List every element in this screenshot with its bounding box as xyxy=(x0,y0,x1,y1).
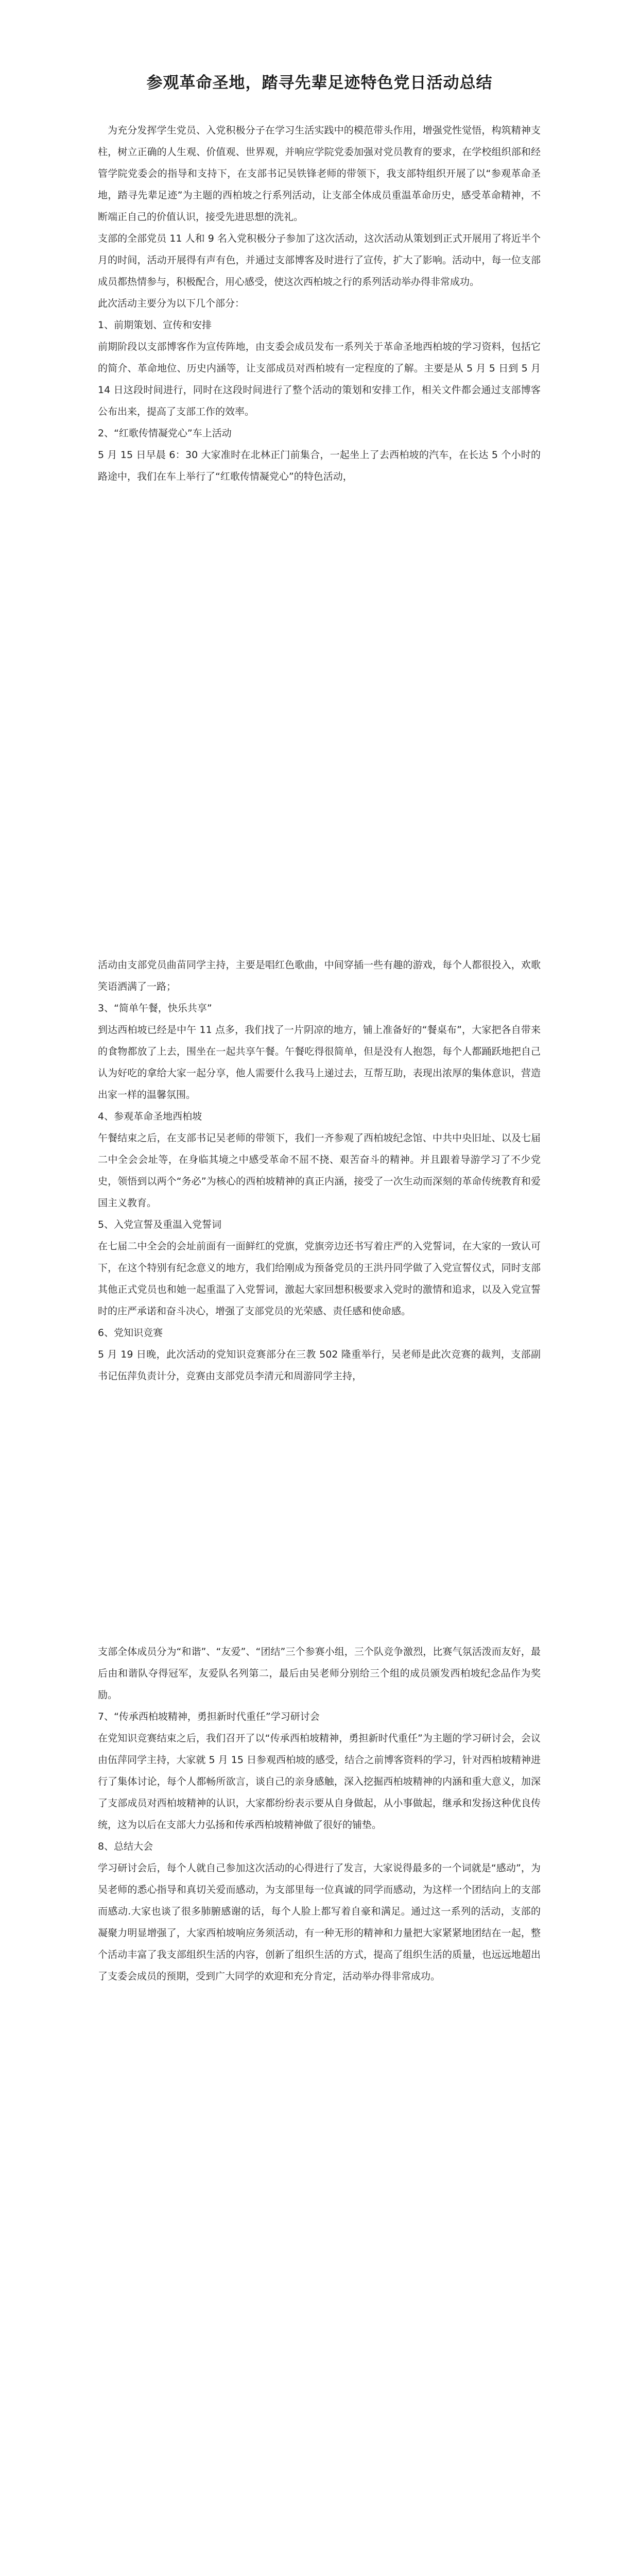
section-body-2b: 活动由支部党员曲苗同学主持，主要是唱红色歌曲，中间穿插一些有趣的游戏，每个人都很投入，欢歌笑语洒满了一路； xyxy=(98,959,541,992)
participation-paragraph: 支部的全部党员 11 人和 9 名入党积极分子参加了这次活动，这次活动从策划到正式开展用了将近半个月的时间，活动开展得有声有色，并通过支部博客及时进行了宣传，扩大了影响。活动中，每一位支部成员都热情参与，积极配合，用心感受，使这次西柏坡之行的系列活动举办得非常成功。 xyxy=(98,233,541,287)
text-block-1 xyxy=(98,120,541,487)
section-body-7: 在党知识竞赛结束之后，我们召开了以“传承西柏坡精神，勇担新时代重任”为主题的学习研讨会，会议由伍萍同学主持，大家就 5 月 15 日参观西柏坡的感受，结合之前博客资料的学习，针对西柏坡精神进行了集体讨论，每个人都畅所欲言，谈自己的亲身感触，深入挖掘西柏坡精神的内涵和重大意义，加深了支部成员对西柏坡精神的认识，大家都纷纷表示要从自身做起，从小事做起，继承和发扬这种优良传统，这为以后在支部大力弘扬和传承西柏坡精神做了很好的铺垫。 xyxy=(98,1733,541,1831)
section-heading-3: 3、“简单午餐，快乐共享” xyxy=(98,1003,212,1014)
section-body-8: 学习研讨会后，每个人就自己参加这次活动的心得进行了发言，大家说得最多的一个词就是“感动”，为吴老师的悉心指导和真切关爱而感动，为支部里每一位真诚的同学而感动，为这样一个团结向上的支部而感动.大家也谈了很多肺腑感谢的话，每个人脸上都写着自豪和满足。通过这一系列的活动，支部的凝聚力明显增强了，大家西柏坡响应务须活动，有一种无形的精神和力量把大家紧紧地团结在一起，整个活动丰富了我支部组织生活的内容，创新了组织生活的方式，提高了组织生活的质量，也远远地超出了支委会成员的预期，受到广大同学的欢迎和充分肯定，活动举办得非常成功。 xyxy=(98,1862,541,1982)
text-block-2 xyxy=(98,954,541,1387)
section-heading-2: 2、“红歌传情凝党心”车上活动 xyxy=(98,428,232,439)
section-heading-6: 6、党知识竞赛 xyxy=(98,1327,163,1338)
section-body-6b: 支部全体成员分为“和谐”、“友爱”、“团结”三个参赛小组，三个队竞争激烈，比赛气氛活泼而友好，最后由和谐队夺得冠军，友爱队名列第二，最后由吴老师分别给三个组的成员颁发西柏坡纪念品作为奖励。 xyxy=(98,1646,541,1701)
section-body-6a: 5 月 19 日晚，此次活动的党知识竞赛部分在三教 502 隆重举行，吴老师是此次竞赛的裁判，支部副书记伍萍负责计分，竞赛由支部党员李清元和周游同学主持， xyxy=(98,1349,541,1382)
section-body-2a: 5 月 15 日早晨 6：30 大家准时在北林正门前集合，一起坐上了去西柏坡的汽车，在长达 5 个小时的路途中，我们在车上举行了“红歌传情凝党心”的特色活动， xyxy=(98,449,541,482)
section-heading-5: 5、入党宣誓及重温入党誓词 xyxy=(98,1219,222,1230)
page-title: 参观革命圣地，踏寻先辈足迹特色党日活动总结 xyxy=(146,74,493,92)
section-heading-7: 7、“传承西柏坡精神，勇担新时代重任”学习研讨会 xyxy=(98,1711,320,1722)
section-body-5: 在七届二中全会的会址前面有一面鲜红的党旗，党旗旁边还书写着庄严的入党誓词，在大家的一致认可下，在这个特别有纪念意义的地方，我们给刚成为预备党员的王洪丹同学做了入党宣誓仪式，同时支部其他正式党员也和她一起重温了入党誓词，激起大家回想积极要求入党时的激情和追求，以及入党宣誓时的庄严承诺和奋斗决心，增强了支部党员的光荣感、责任感和使命感。 xyxy=(98,1241,541,1317)
section-body-4: 午餐结束之后，在支部书记吴老师的带领下，我们一齐参观了西柏坡纪念馆、中共中央旧址、以及七届二中全会会址等，在身临其境之中感受革命不屈不挠、艰苦奋斗的精神。并且跟着导游学习了不少党史，领悟到以两个“务必”为核心的西柏坡精神的真正内涵，接受了一次生动而深刻的革命传统教育和爱国主义教育。 xyxy=(98,1132,541,1209)
section-heading-8: 8、总结大会 xyxy=(98,1841,153,1852)
section-body-3: 到达西柏坡已经是中午 11 点多，我们找了一片阴凉的地方，铺上准备好的“餐桌布”，大家把各自带来的食物都放了上去，围坐在一起共享午餐。午餐吃得很简单，但是没有人抱怨，每个人都踊跃地把自己认为好吃的拿给大家一起分享，他人需要什么我马上递过去，互帮互助，表现出浓厚的集体意识，营造出家一样的温馨氛围。 xyxy=(98,1024,541,1100)
section-heading-4: 4、参观革命圣地西柏坡 xyxy=(98,1111,202,1122)
section-heading-1: 1、前期策划、宣传和安排 xyxy=(98,319,212,331)
intro-paragraph: 为充分发挥学生党员、入党积极分子在学习生活实践中的模范带头作用，增强党性觉悟，构筑精神支柱，树立正确的人生观、价值观、世界观，并响应学院党委加强对党员教育的要求，在学校组织部和经管学院党委会的指导和支持下，在支部书记吴铁锋老师的带领下，我支部特组织开展了以“参观革命圣地，踏寻先辈足迹”为主题的西柏坡之行系列活动，让支部全体成员重温革命历史，感受革命精神，不断端正自己的价值认识，接受先进思想的洗礼。 xyxy=(98,125,541,223)
section-body-1: 前期阶段以支部博客作为宣传阵地，由支委会成员发布一系列关于革命圣地西柏坡的学习资料，包括它的简介、革命地位、历史内涵等，让支部成员对西柏坡有一定程度的了解。主要是从 5 月 5 日到 5 月 14 日这段时间进行，同时在这段时间进行了整个活动的策划和安排工作，相关文件都会通过支部博客公布出来，提高了支部工作的效率。 xyxy=(98,341,541,417)
outline-paragraph: 此次活动主要分为以下几个部分： xyxy=(98,298,245,309)
text-block-3 xyxy=(98,1641,541,1987)
